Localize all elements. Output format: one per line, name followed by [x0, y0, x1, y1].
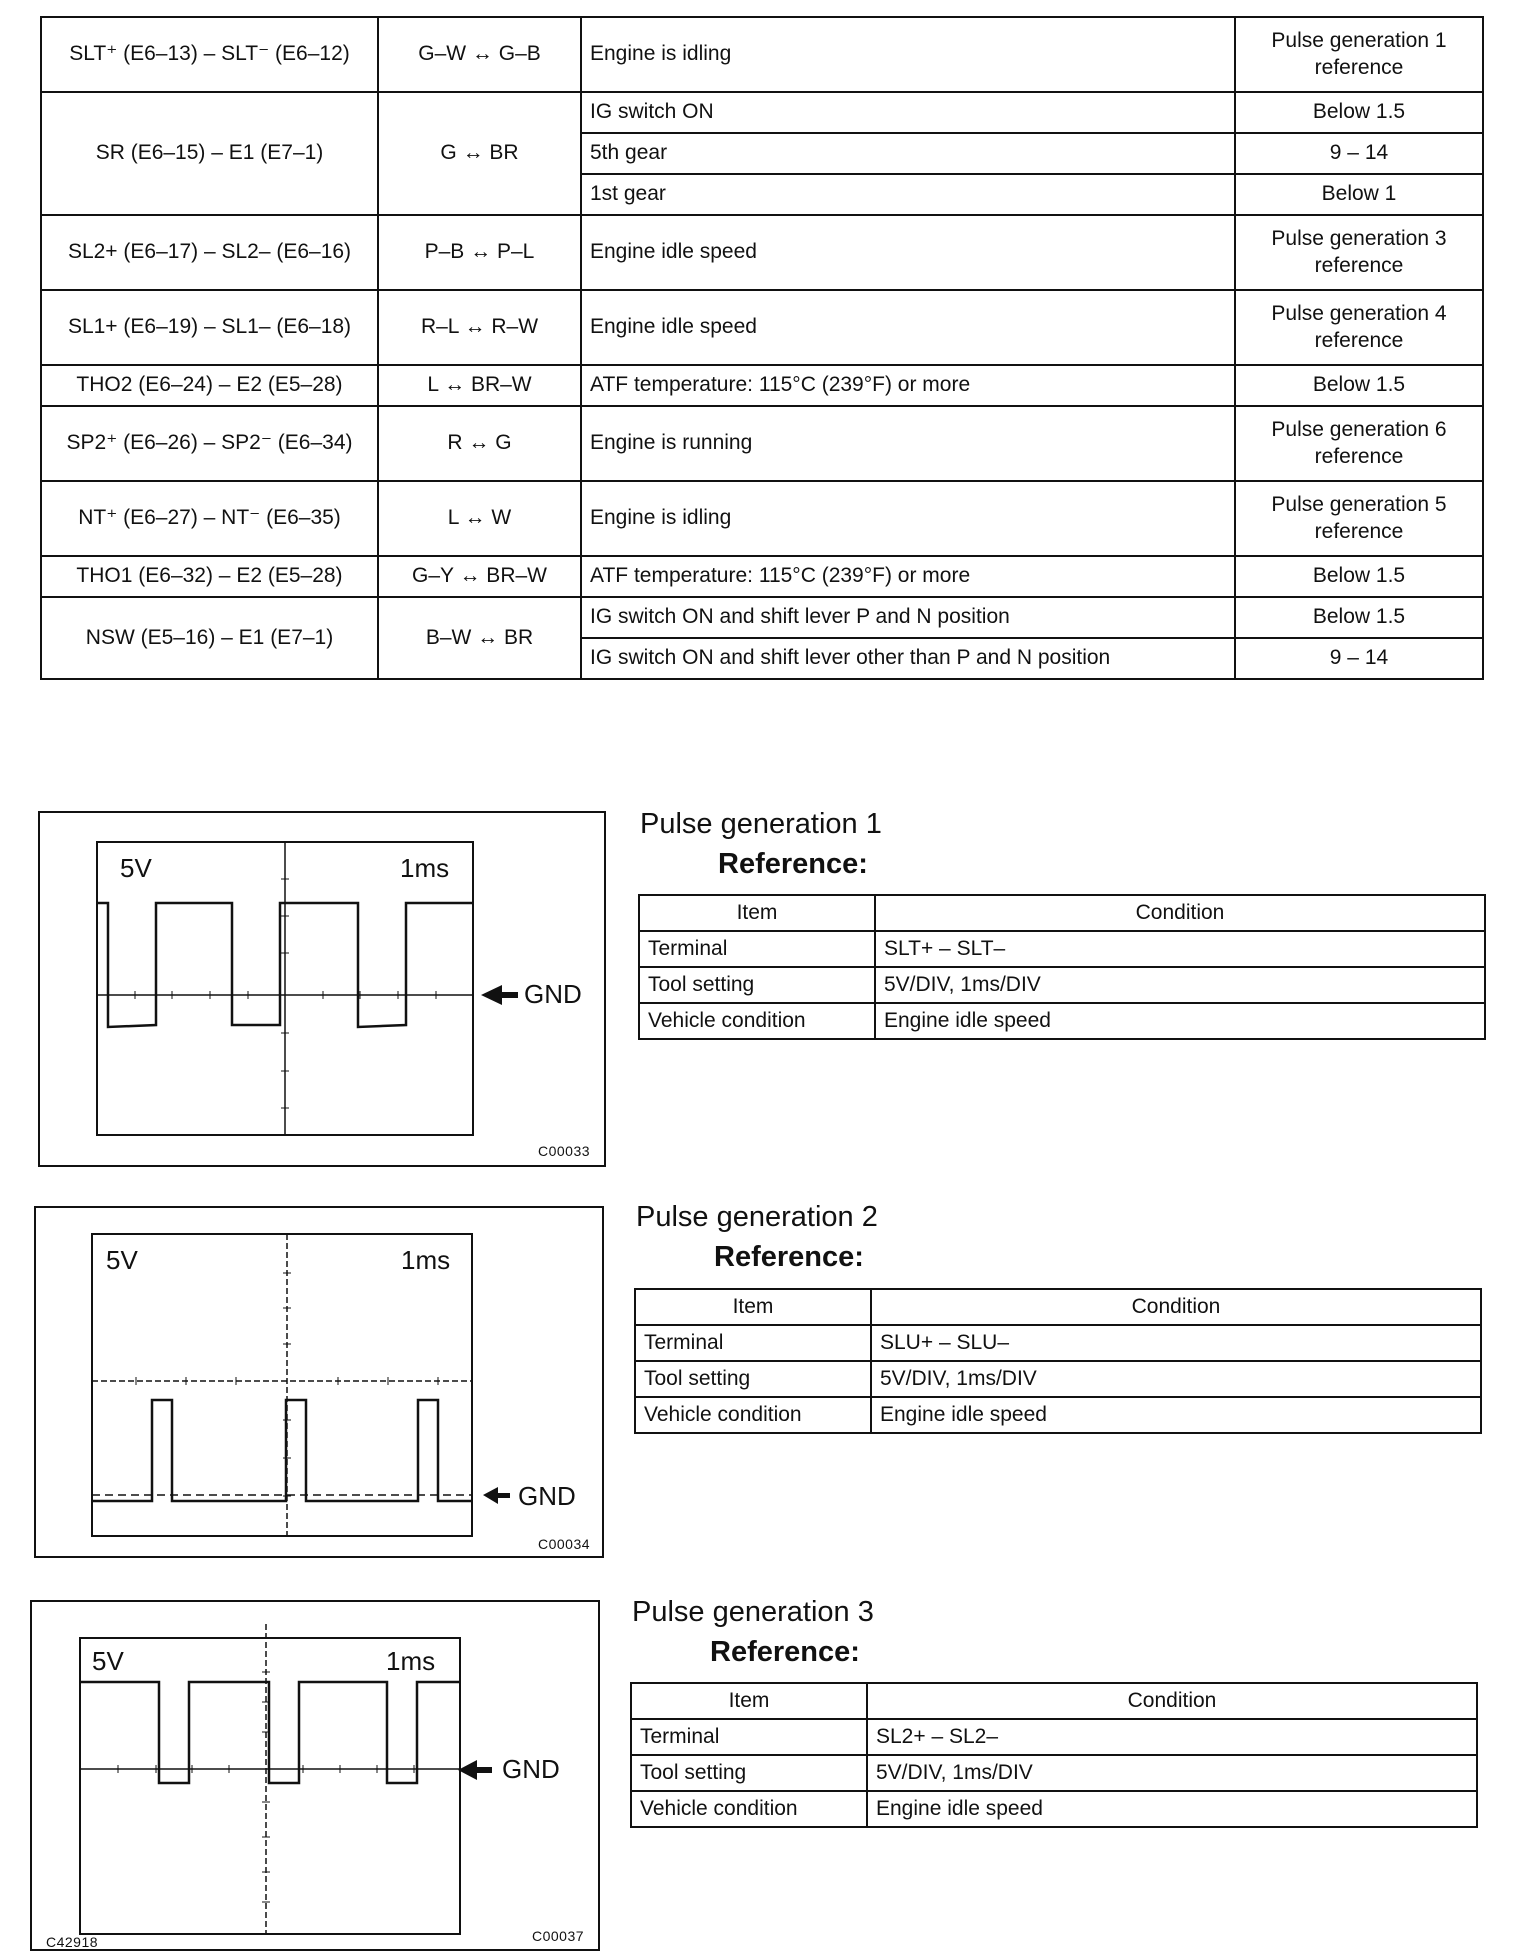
value-cell: Below 1 — [1235, 174, 1483, 215]
pulse-1-reference-table — [638, 894, 1486, 1040]
value-cell: Below 1.5 — [1235, 365, 1483, 406]
condition-cell: Engine is running — [581, 406, 1235, 481]
value-cell: 9 – 14 — [1235, 638, 1483, 679]
value-cell: Pulse generation 5 reference — [1235, 481, 1483, 556]
figure-code: C00037 — [532, 1928, 585, 1944]
terminal-cell: SR (E6–15) – E1 (E7–1) — [41, 92, 378, 215]
table-header-row — [635, 1289, 1481, 1325]
wiring-cell: L ↔ BR–W — [378, 365, 581, 406]
condition-cell: Engine is idling — [581, 17, 1235, 92]
value-cell: Pulse generation 1 reference — [1235, 17, 1483, 92]
table-row — [41, 597, 1483, 638]
item-cell: Vehicle condition — [639, 1003, 875, 1039]
value-cell: 9 – 14 — [1235, 133, 1483, 174]
wiring-cell: G ↔ BR — [378, 92, 581, 215]
pulse-3-reference-table — [630, 1682, 1478, 1828]
pulse-3-title: Pulse generation 3 — [632, 1596, 874, 1628]
time-scale-label: 1ms — [400, 853, 450, 883]
terminal-cell: THO1 (E6–32) – E2 (E5–28) — [41, 556, 378, 597]
table-header-row — [631, 1683, 1477, 1719]
value-cell: Below 1.5 — [1235, 556, 1483, 597]
time-scale-label: 1ms — [386, 1646, 436, 1676]
table-row — [41, 17, 1483, 92]
figure-code: C00033 — [538, 1143, 591, 1159]
voltage-scale-label: 5V — [120, 853, 152, 883]
table-row — [639, 1003, 1485, 1039]
condition-cell: Engine is idling — [581, 481, 1235, 556]
table-row — [635, 1397, 1481, 1433]
condition-cell: 5th gear — [581, 133, 1235, 174]
table-row — [631, 1755, 1477, 1791]
terminal-cell: THO2 (E6–24) – E2 (E5–28) — [41, 365, 378, 406]
item-cell: Terminal — [639, 931, 875, 967]
oscilloscope-figure-3 — [30, 1600, 600, 1951]
terminal-cell: NSW (E5–16) – E1 (E7–1) — [41, 597, 378, 679]
condition-cell: Engine idle speed — [875, 1003, 1485, 1039]
terminal-cell: SLT⁺ (E6–13) – SLT⁻ (E6–12) — [41, 17, 378, 92]
condition-cell: SLT+ – SLT– — [875, 931, 1485, 967]
item-cell: Tool setting — [635, 1361, 871, 1397]
table-row — [639, 931, 1485, 967]
item-header: Item — [639, 895, 875, 931]
figure-code: C00034 — [538, 1536, 591, 1552]
condition-cell: Engine idle speed — [871, 1397, 1481, 1433]
condition-cell: IG switch ON — [581, 92, 1235, 133]
pulse-3-reference-label: Reference: — [710, 1636, 860, 1668]
condition-cell: SLU+ – SLU– — [871, 1325, 1481, 1361]
time-scale-label: 1ms — [401, 1245, 451, 1275]
condition-header: Condition — [867, 1683, 1477, 1719]
item-cell: Tool setting — [639, 967, 875, 1003]
table-header-row — [639, 895, 1485, 931]
terminal-cell: SP2⁺ (E6–26) – SP2⁻ (E6–34) — [41, 406, 378, 481]
voltage-scale-label: 5V — [92, 1646, 124, 1676]
condition-cell: 5V/DIV, 1ms/DIV — [871, 1361, 1481, 1397]
gnd-label: GND — [518, 1481, 576, 1511]
item-cell: Vehicle condition — [635, 1397, 871, 1433]
wiring-cell: R–L ↔ R–W — [378, 290, 581, 365]
item-cell: Tool setting — [631, 1755, 867, 1791]
item-header: Item — [631, 1683, 867, 1719]
condition-cell: Engine idle speed — [867, 1791, 1477, 1827]
terminal-cell: SL2+ (E6–17) – SL2– (E6–16) — [41, 215, 378, 290]
figure-code-secondary: C42918 — [46, 1934, 99, 1950]
terminal-cell: NT⁺ (E6–27) – NT⁻ (E6–35) — [41, 481, 378, 556]
table-row — [41, 92, 1483, 133]
table-row — [41, 365, 1483, 406]
item-cell: Terminal — [631, 1719, 867, 1755]
oscilloscope-figure-1 — [38, 811, 606, 1167]
condition-cell: IG switch ON and shift lever other than P and N position — [581, 638, 1235, 679]
value-cell: Pulse generation 4 reference — [1235, 290, 1483, 365]
wiring-cell: P–B ↔ P–L — [378, 215, 581, 290]
value-cell: Below 1.5 — [1235, 597, 1483, 638]
pulse-2-title: Pulse generation 2 — [636, 1201, 878, 1233]
item-cell: Terminal — [635, 1325, 871, 1361]
value-cell: Pulse generation 6 reference — [1235, 406, 1483, 481]
pulse-1-reference-label: Reference: — [718, 848, 868, 880]
table-row — [41, 290, 1483, 365]
gnd-label: GND — [524, 979, 582, 1009]
wiring-cell: B–W ↔ BR — [378, 597, 581, 679]
table-row — [639, 967, 1485, 1003]
wiring-cell: G–Y ↔ BR–W — [378, 556, 581, 597]
table-row — [41, 406, 1483, 481]
condition-header: Condition — [875, 895, 1485, 931]
condition-cell: IG switch ON and shift lever P and N position — [581, 597, 1235, 638]
pulse-1-title: Pulse generation 1 — [640, 808, 882, 840]
condition-header: Condition — [871, 1289, 1481, 1325]
table-row — [41, 556, 1483, 597]
terminal-voltage-table — [40, 16, 1484, 680]
condition-cell: 1st gear — [581, 174, 1235, 215]
value-cell: Pulse generation 3 reference — [1235, 215, 1483, 290]
oscilloscope-figure-2 — [34, 1206, 604, 1558]
condition-cell: 5V/DIV, 1ms/DIV — [875, 967, 1485, 1003]
wiring-cell: L ↔ W — [378, 481, 581, 556]
wiring-cell: R ↔ G — [378, 406, 581, 481]
condition-cell: Engine idle speed — [581, 215, 1235, 290]
table-row — [41, 215, 1483, 290]
value-cell: Below 1.5 — [1235, 92, 1483, 133]
gnd-label: GND — [502, 1754, 560, 1784]
condition-cell: ATF temperature: 115°C (239°F) or more — [581, 365, 1235, 406]
table-row — [635, 1325, 1481, 1361]
pulse-2-reference-label: Reference: — [714, 1241, 864, 1273]
condition-cell: ATF temperature: 115°C (239°F) or more — [581, 556, 1235, 597]
condition-cell: 5V/DIV, 1ms/DIV — [867, 1755, 1477, 1791]
item-header: Item — [635, 1289, 871, 1325]
item-cell: Vehicle condition — [631, 1791, 867, 1827]
terminal-cell: SL1+ (E6–19) – SL1– (E6–18) — [41, 290, 378, 365]
wiring-cell: G–W ↔ G–B — [378, 17, 581, 92]
voltage-scale-label: 5V — [106, 1245, 138, 1275]
table-row — [41, 481, 1483, 556]
condition-cell: SL2+ – SL2– — [867, 1719, 1477, 1755]
condition-cell: Engine idle speed — [581, 290, 1235, 365]
pulse-2-reference-table — [634, 1288, 1482, 1434]
table-row — [635, 1361, 1481, 1397]
table-row — [631, 1791, 1477, 1827]
table-row — [631, 1719, 1477, 1755]
